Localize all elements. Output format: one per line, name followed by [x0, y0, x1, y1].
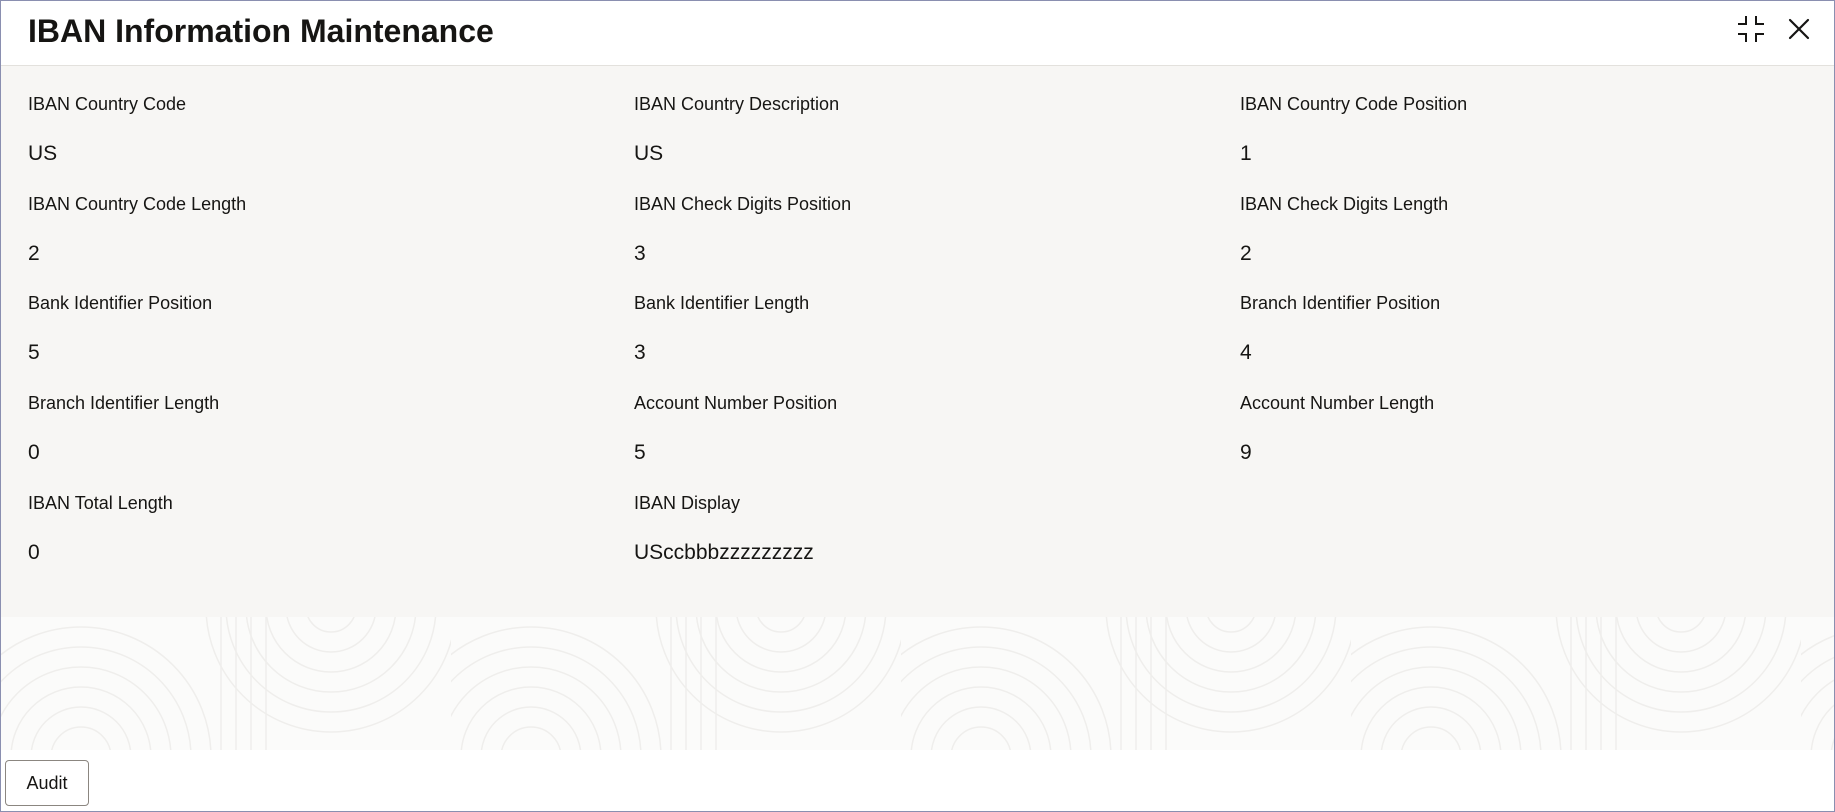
page-title: IBAN Information Maintenance [28, 13, 494, 49]
details-panel [1, 66, 1834, 617]
window-header [1, 1, 1834, 66]
footer-bar [1, 750, 1834, 811]
field-iban-check-digits-length [1240, 193, 1800, 267]
field-label: IBAN Country Code Position [1240, 94, 1468, 114]
field-label: IBAN Country Code Length [28, 194, 247, 214]
field-label: Account Number Position [634, 393, 838, 413]
field-iban-country-code [28, 93, 588, 167]
field-label: Bank Identifier Position [28, 293, 213, 313]
field-bank-identifier-length [634, 292, 1194, 366]
field-label: Account Number Length [1240, 393, 1435, 413]
field-branch-identifier-position [1240, 292, 1800, 366]
field-value: 2 [28, 242, 40, 265]
minimize-button[interactable] [1733, 11, 1769, 47]
field-label: IBAN Check Digits Length [1240, 194, 1449, 214]
field-iban-country-description [634, 93, 1194, 167]
field-value: USccbbbzzzzzzzzz [634, 541, 814, 564]
field-value: 9 [1240, 441, 1252, 464]
field-value: 0 [28, 441, 40, 464]
field-iban-country-code-length [28, 193, 588, 267]
field-value: 2 [1240, 242, 1252, 265]
close-icon [1788, 18, 1810, 40]
audit-button[interactable]: Audit [5, 760, 89, 806]
field-label: IBAN Display [634, 493, 741, 513]
field-value: US [28, 142, 58, 165]
field-label: IBAN Total Length [28, 493, 173, 513]
field-account-number-position [634, 392, 1194, 466]
field-iban-total-length [28, 492, 588, 566]
field-label: Branch Identifier Length [28, 393, 220, 413]
field-label: IBAN Country Description [634, 94, 840, 114]
decorative-background-pattern [1, 617, 1834, 750]
close-button[interactable] [1781, 11, 1817, 47]
field-value: 3 [634, 341, 646, 364]
field-account-number-length [1240, 392, 1800, 466]
field-value: US [634, 142, 664, 165]
field-value: 0 [28, 541, 40, 564]
field-value: 5 [634, 441, 646, 464]
field-value: 4 [1240, 341, 1252, 364]
arc-pattern [1, 617, 1834, 750]
field-iban-display [634, 492, 1194, 566]
collapse-arrows-icon [1736, 14, 1766, 44]
field-iban-check-digits-position [634, 193, 1194, 267]
field-value: 1 [1240, 142, 1252, 165]
field-label: IBAN Check Digits Position [634, 194, 852, 214]
field-value: 3 [634, 242, 646, 265]
field-label: Branch Identifier Position [1240, 293, 1441, 313]
field-iban-country-code-position [1240, 93, 1800, 167]
field-label: IBAN Country Code [28, 94, 187, 114]
field-value: 5 [28, 341, 40, 364]
field-label: Bank Identifier Length [634, 293, 810, 313]
field-bank-identifier-position [28, 292, 588, 366]
field-branch-identifier-length [28, 392, 588, 466]
